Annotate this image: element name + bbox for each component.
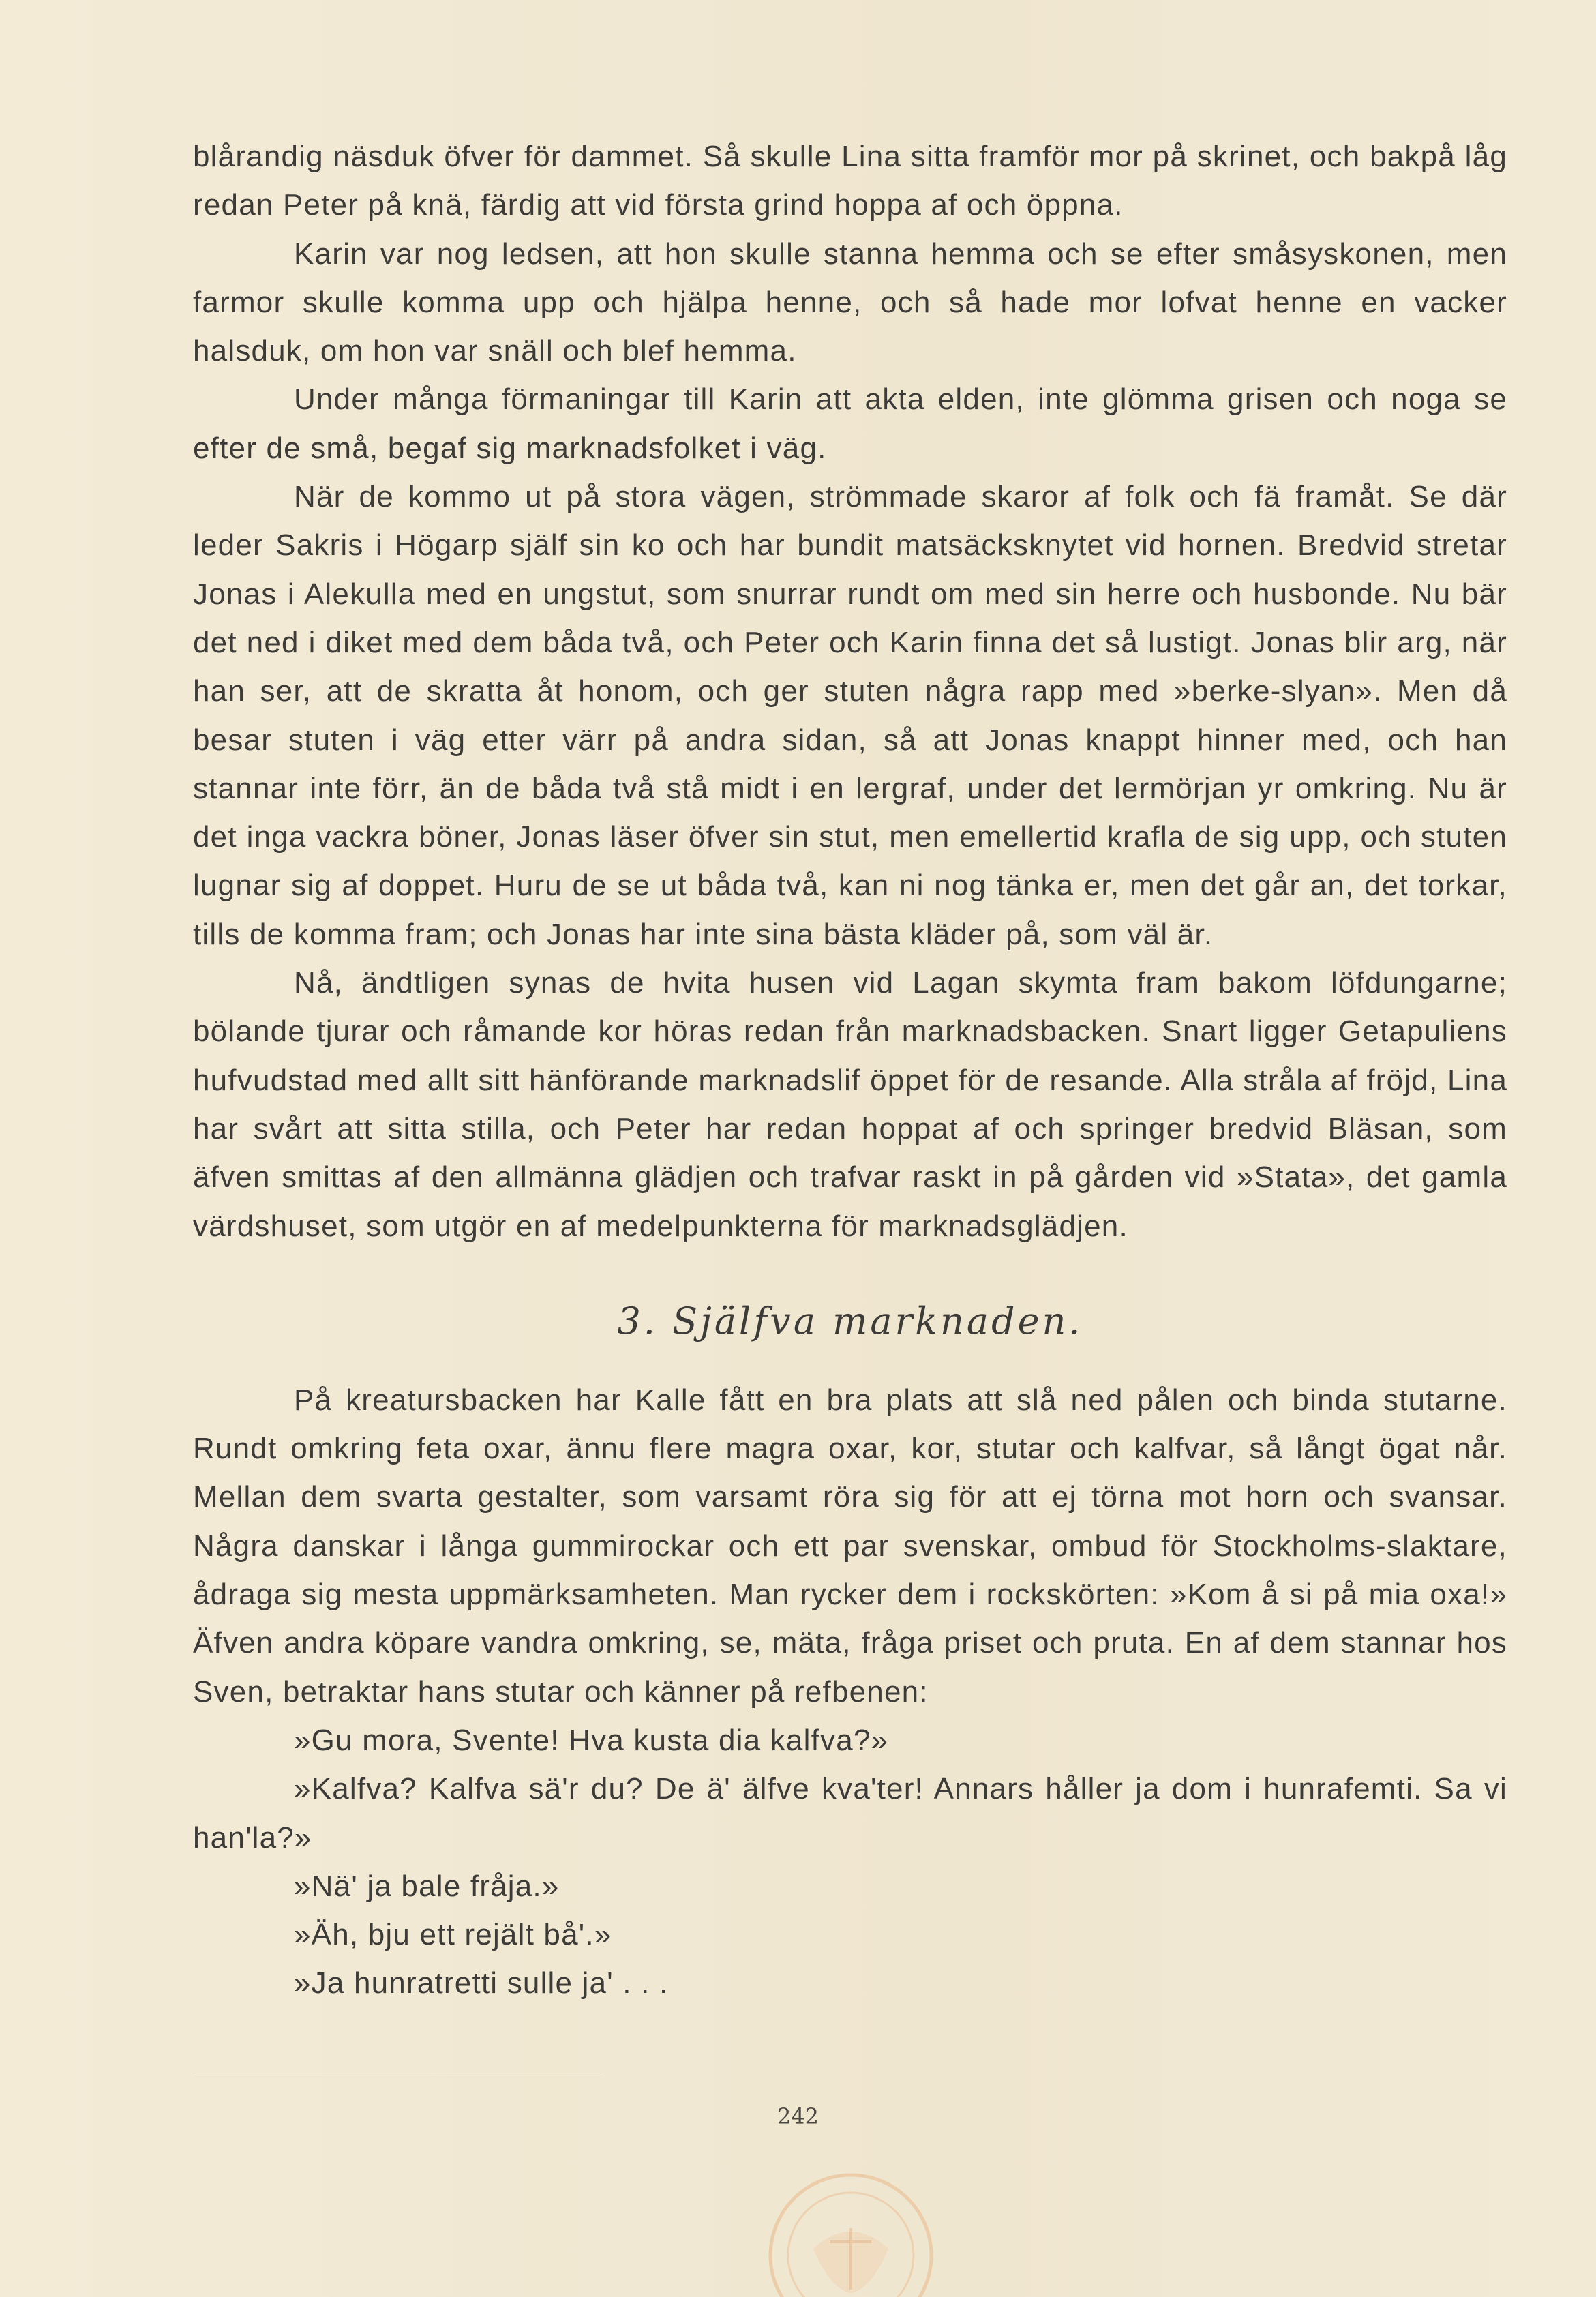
section-body — [193, 1376, 1507, 2008]
paragraph-3: Under många förmaningar till Karin att akta elden, inte glömma grisen och noga se efter de små, begaf sig marknadsfolket i väg. — [193, 382, 1507, 465]
dialog-line-4: »Äh, bju ett rejält bå'.» — [294, 1918, 612, 1952]
body-text — [193, 132, 1507, 2008]
library-stamp-icon — [749, 2153, 953, 2297]
paragraph-2: Karin var nog ledsen, att hon skulle stanna hemma och se efter småsyskonen, men farmor skulle komma upp och hjälpa henne, och så hade mor lofvat henne en vacker halsduk, om hon var snäll och blef hemma. — [193, 237, 1507, 368]
paragraph-5: Nå, ändtligen synas de hvita husen vid Lagan skymta fram bakom löfdungarne; bölande tjurar och råmande kor höras redan från marknadsbacken. Snart ligger Getapuliens hufvudstad med allt sitt hänförande marknadslif öppet för de resande. Alla stråla af fröjd, Lina har svårt att sitta stilla, och Peter har redan hoppat af och springer bredvid Bläsan, som äfven smittas af den allmänna glädjen och trafvar raskt in på gården vid »Stata», det gamla värdshuset, som utgör en af medelpunkterna för marknadsglädjen. — [193, 966, 1507, 1243]
dialog-line-3: »Nä' ja bale fråja.» — [294, 1869, 560, 1903]
dialog-line-1: »Gu mora, Svente! Hva kusta dia kalfva?» — [294, 1723, 889, 1757]
dialog-line-5: »Ja hunratretti sulle ja' . . . — [294, 1966, 669, 2000]
paragraph-1: blårandig näsduk öfver för dammet. Så skulle Lina sitta framför mor på skrinet, och bakpå låg redan Peter på knä, färdig att vid första grind hoppa af och öppna. — [193, 140, 1507, 222]
dialog-line-2: »Kalfva? Kalfva sä'r du? De ä' älfve kva'ter! Annars håller ja dom i hunrafemti. Sa vi han'la?» — [193, 1772, 1507, 1855]
section-heading: 3. Själfva marknaden. — [617, 1299, 1083, 1342]
page-number: 242 — [777, 2103, 819, 2129]
paragraph-6: På kreatursbacken har Kalle fått en bra plats att slå ned pålen och binda stutarne. Rundt omkring feta oxar, ännu flere magra oxar, kor, stutar och kalfvar, så långt ögat når. Mellan dem svarta gestalter, som varsamt röra sig för att ej törna mot horn och svansar. Några danskar i långa gummirockar och ett par svenskar, ombud för Stockholms-slaktare, ådraga sig mesta uppmärksamheten. Man rycker dem i rockskörten: »Kom å si på mia oxa!» Äfven andra köpare vandra omkring, se, mäta, fråga priset och pruta. En af dem stannar hos Sven, betraktar hans stutar och känner på refbenen: — [193, 1383, 1507, 1709]
paragraph-4: När de kommo ut på stora vägen, strömmade skaror af folk och fä framåt. Se där leder Sakris i Högarp själf sin ko och har bundit matsäcksknytet vid hornen. Bredvid stretar Jonas i Alekulla med en ungstut, som snurrar rundt om med sin herre och husbonde. Nu bär det ned i diket med dem båda två, och Peter och Karin finna det så lustigt. Jonas blir arg, när han ser, att de skratta åt honom, och ger stuten några rapp med »berke-slyan». Men då besar stuten i väg etter värr på andra sidan, så att Jonas knappt hinner med, och han stannar inte förr, än de båda två stå midt i en lergraf, under det lermörjan yr omkring. Nu är det inga vackra böner, Jonas läser öfver sin stut, men emellertid krafla de sig upp, och stuten lugnar sig af doppet. Huru de se ut båda två, kan ni nog tänka er, men det går an, det torkar, tills de komma fram; och Jonas har inte sina bästa kläder på, som väl är. — [193, 480, 1507, 951]
